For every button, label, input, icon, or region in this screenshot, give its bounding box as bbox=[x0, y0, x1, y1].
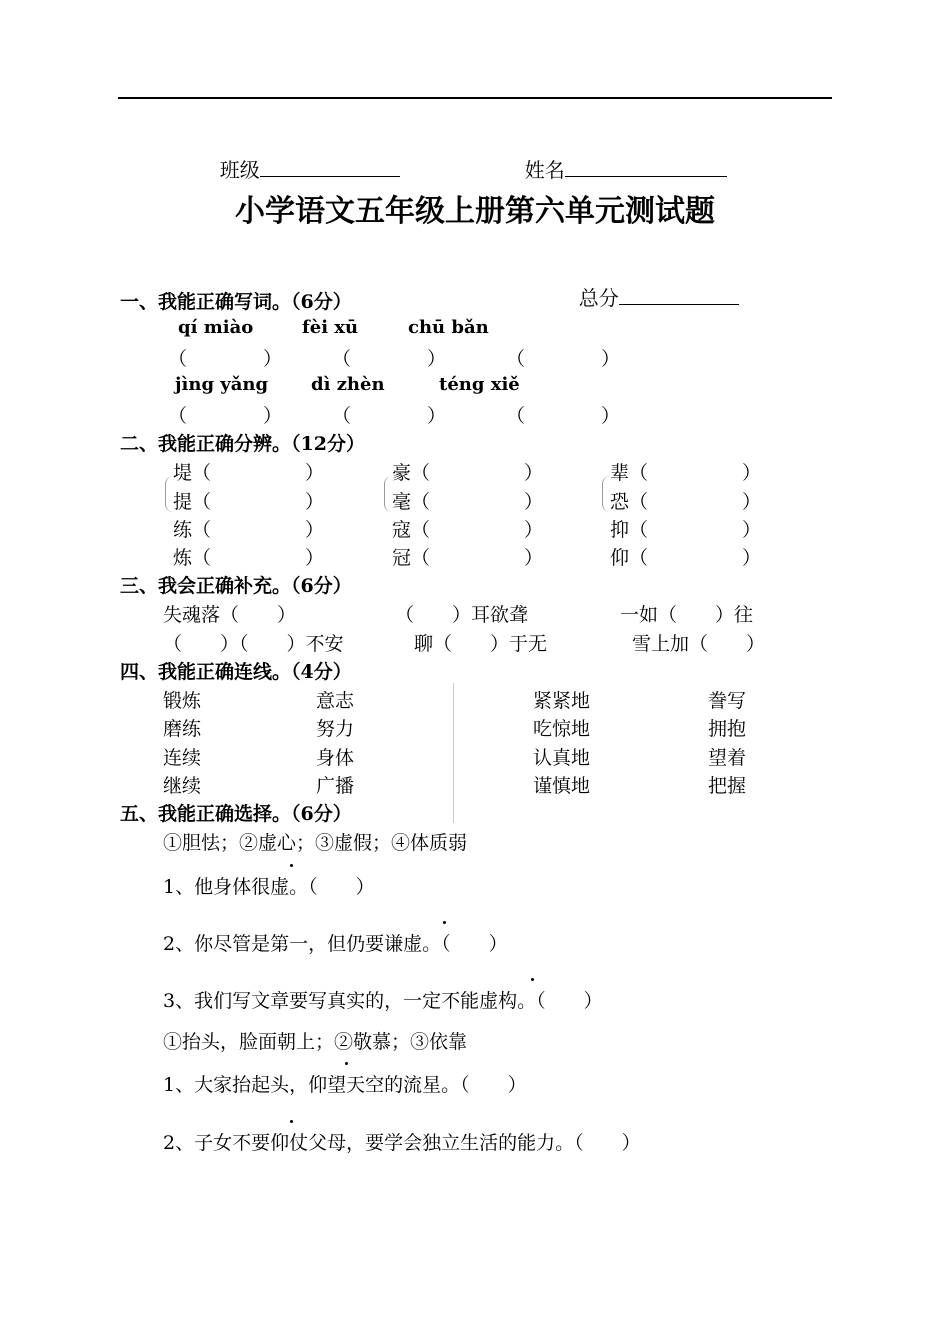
match-word[interactable]: 身体 bbox=[316, 747, 355, 769]
idiom-item[interactable]: 雪上加（ ） bbox=[632, 633, 766, 655]
emphasis-dot bbox=[531, 978, 534, 981]
pinyin-5: dì zhèn bbox=[311, 374, 385, 395]
pinyin-4: jìng yǎng bbox=[175, 374, 269, 395]
idiom-item[interactable]: （ ）耳欲聋 bbox=[395, 604, 529, 626]
answer-blank[interactable]: （ ） bbox=[332, 405, 447, 427]
char-item: 仰（ bbox=[610, 547, 649, 569]
match-word[interactable]: 意志 bbox=[316, 690, 355, 712]
idiom-item[interactable]: （ ）（ ）不安 bbox=[163, 633, 344, 655]
char-item: 毫（ bbox=[392, 491, 431, 513]
match-word[interactable]: 吃惊地 bbox=[533, 718, 591, 740]
emphasis-dot bbox=[443, 921, 446, 924]
close-paren: ） bbox=[305, 462, 325, 484]
answer-blank[interactable]: （ ） bbox=[332, 348, 447, 370]
close-paren: ） bbox=[742, 491, 762, 513]
pinyin-1: qí miào bbox=[178, 317, 254, 338]
char-item: 练（ bbox=[173, 519, 212, 541]
match-word[interactable]: 锻炼 bbox=[163, 690, 202, 712]
total-blank[interactable] bbox=[619, 286, 739, 305]
idiom-item[interactable]: 聊（ ）于无 bbox=[414, 633, 548, 655]
options-list: ①胆怯；②虚心；③虚假；④体质弱 bbox=[163, 832, 468, 854]
close-paren: ） bbox=[524, 519, 544, 541]
match-word[interactable]: 磨练 bbox=[163, 718, 202, 740]
question-item[interactable]: 1、他身体很虚。（ ） bbox=[163, 876, 375, 898]
char-item: 寇（ bbox=[392, 519, 431, 541]
total-field bbox=[566, 258, 739, 311]
char-item: 豪（ bbox=[392, 462, 431, 484]
question-item[interactable]: 2、子女不要仰仗父母，要学会独立生活的能力。（ ） bbox=[163, 1132, 641, 1154]
pinyin-3: chū bǎn bbox=[408, 317, 489, 338]
match-word[interactable]: 继续 bbox=[163, 775, 202, 797]
question-item[interactable]: 1、大家抬起头，仰望天空的流星。（ ） bbox=[163, 1074, 527, 1096]
top-rule bbox=[118, 97, 832, 99]
section-3-heading: 三、我会正确补充。（6分） bbox=[120, 575, 352, 597]
match-word[interactable]: 把握 bbox=[708, 775, 747, 797]
class-field bbox=[207, 130, 400, 183]
name-field bbox=[512, 130, 727, 183]
emphasis-dot bbox=[290, 864, 293, 867]
char-item: 炼（ bbox=[173, 547, 212, 569]
answer-blank[interactable]: （ ） bbox=[506, 348, 621, 370]
match-word[interactable]: 连续 bbox=[163, 747, 202, 769]
divider-line bbox=[453, 683, 454, 823]
pinyin-2: fèi xū bbox=[302, 317, 359, 338]
pinyin-6: téng xiě bbox=[439, 374, 520, 395]
idiom-item[interactable]: 一如（ ）往 bbox=[620, 604, 754, 626]
match-word[interactable]: 拥抱 bbox=[708, 718, 747, 740]
close-paren: ） bbox=[524, 462, 544, 484]
section-2-heading: 二、我能正确分辨。（12分） bbox=[120, 433, 365, 455]
close-paren: ） bbox=[305, 547, 325, 569]
match-word[interactable]: 认真地 bbox=[533, 747, 591, 769]
match-word[interactable]: 谨慎地 bbox=[533, 775, 591, 797]
name-label: 姓名 bbox=[524, 158, 565, 182]
match-word[interactable]: 誊写 bbox=[708, 690, 747, 712]
char-item: 冠（ bbox=[392, 547, 431, 569]
question-item[interactable]: 2、你尽管是第一，但仍要谦虚。（ ） bbox=[163, 933, 508, 955]
match-word[interactable]: 紧紧地 bbox=[533, 690, 591, 712]
section-5-heading: 五、我能正确选择。（6分） bbox=[120, 803, 352, 825]
close-paren: ） bbox=[524, 547, 544, 569]
question-item[interactable]: 3、我们写文章要写真实的，一定不能虚构。（ ） bbox=[163, 990, 603, 1012]
options-list: ①抬头，脸面朝上；②敬慕；③依靠 bbox=[163, 1031, 468, 1053]
section-1-heading: 一、我能正确写词。（6分） bbox=[120, 291, 352, 313]
class-label: 班级 bbox=[219, 158, 260, 182]
answer-blank[interactable]: （ ） bbox=[168, 405, 283, 427]
emphasis-dot bbox=[345, 1062, 348, 1065]
total-label: 总分 bbox=[578, 286, 619, 310]
match-word[interactable]: 努力 bbox=[316, 718, 355, 740]
close-paren: ） bbox=[742, 547, 762, 569]
char-item: 提（ bbox=[173, 491, 212, 513]
match-word[interactable]: 广播 bbox=[316, 775, 355, 797]
char-item: 辈（ bbox=[610, 462, 649, 484]
answer-blank[interactable]: （ ） bbox=[506, 405, 621, 427]
char-item: 堤（ bbox=[173, 462, 212, 484]
page-title: 小学语文五年级上册第六单元测试题 bbox=[235, 194, 715, 229]
section-4-heading: 四、我能正确连线。（4分） bbox=[120, 661, 352, 683]
char-item: 抑（ bbox=[610, 519, 649, 541]
idiom-item[interactable]: 失魂落（ ） bbox=[163, 604, 297, 626]
match-word[interactable]: 望着 bbox=[708, 747, 747, 769]
emphasis-dot bbox=[290, 1120, 293, 1123]
close-paren: ） bbox=[742, 519, 762, 541]
answer-blank[interactable]: （ ） bbox=[168, 348, 283, 370]
name-blank[interactable] bbox=[565, 158, 727, 177]
close-paren: ） bbox=[524, 491, 544, 513]
close-paren: ） bbox=[742, 462, 762, 484]
class-blank[interactable] bbox=[260, 158, 400, 177]
char-item: 恐（ bbox=[610, 491, 649, 513]
close-paren: ） bbox=[305, 519, 325, 541]
close-paren: ） bbox=[305, 491, 325, 513]
